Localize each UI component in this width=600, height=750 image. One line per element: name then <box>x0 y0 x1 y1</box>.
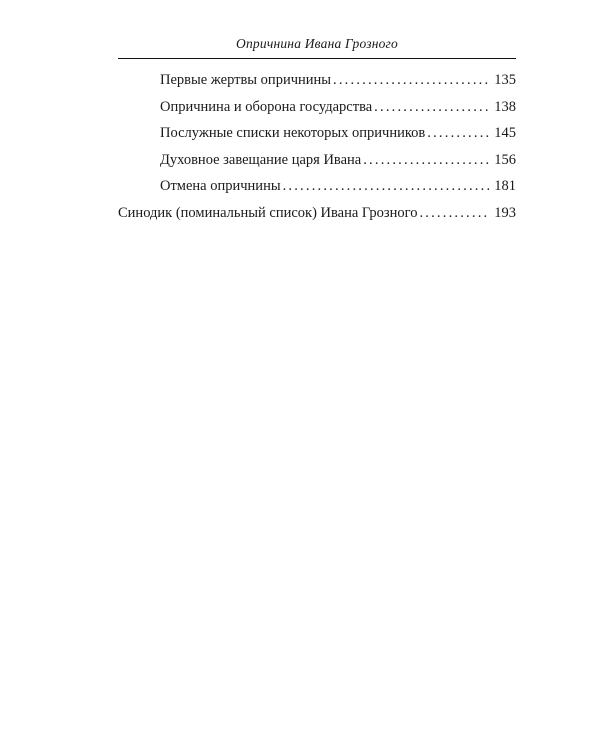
toc-entry-page: 138 <box>494 98 516 115</box>
dot-leader <box>283 178 491 195</box>
dot-leader <box>363 152 490 169</box>
toc-entry <box>118 125 516 152</box>
toc-entry-page: 135 <box>494 72 516 88</box>
toc-entry-title: Синодик (поминальный список) Ивана Грозного <box>118 204 418 221</box>
toc-entry <box>118 152 516 179</box>
running-head: Опричнина Ивана Грозного <box>236 36 398 51</box>
header-rule <box>118 58 516 59</box>
toc-entry <box>118 99 516 126</box>
dot-leader <box>419 205 490 222</box>
toc-entry-title: Послужные списки некоторых опричников <box>160 125 426 141</box>
dot-leader <box>374 99 490 116</box>
table-of-contents <box>118 72 516 231</box>
toc-entry-title: Отмена опричнины <box>160 178 281 194</box>
dot-leader <box>333 72 490 89</box>
toc-entry-page: 145 <box>494 125 516 141</box>
toc-entry <box>118 178 516 205</box>
toc-entry-page: 156 <box>494 151 516 168</box>
toc-entry-page: 181 <box>494 178 516 194</box>
toc-entry-title: Духовное завещание царя Ивана <box>160 151 362 168</box>
toc-entry <box>118 205 516 232</box>
toc-entry-title: Первые жертвы опричнины <box>160 72 332 88</box>
toc-entry-title: Опричнина и оборона государства <box>160 98 373 115</box>
toc-entry-page: 193 <box>494 204 516 221</box>
dot-leader <box>427 125 490 142</box>
toc-entry <box>118 72 516 99</box>
